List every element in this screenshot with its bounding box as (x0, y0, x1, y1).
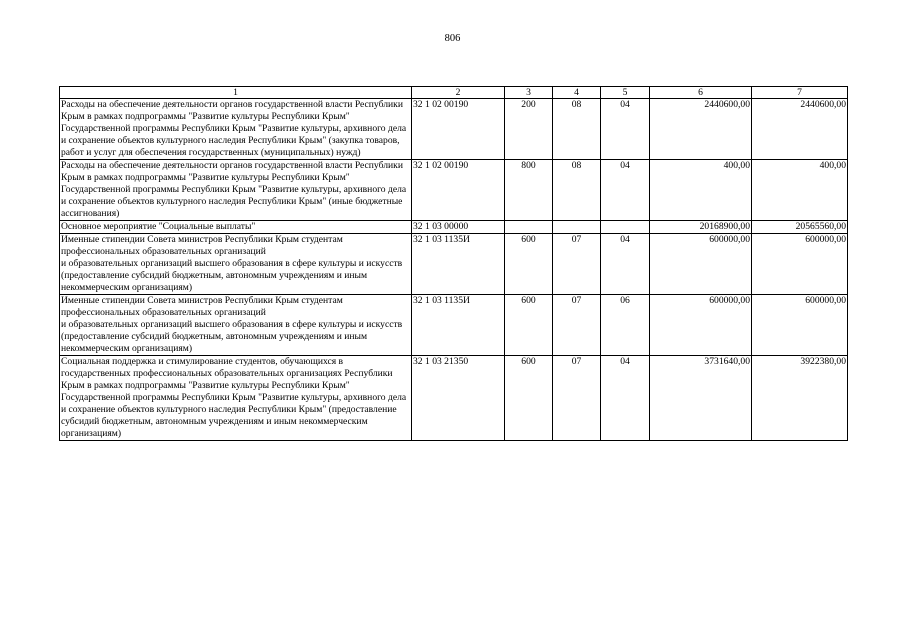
row-sum-col-6: 600000,00 (650, 295, 752, 356)
row-section: 08 (553, 99, 601, 160)
row-sum-col-7: 2440600,00 (752, 99, 848, 160)
row-expense-type: 200 (505, 99, 553, 160)
row-expense-type: 800 (505, 160, 553, 221)
page-number: 806 (444, 33, 461, 44)
row-subsection (601, 221, 650, 234)
row-code: 32 1 02 00190 (412, 160, 505, 221)
table-row (60, 99, 848, 160)
row-section: 07 (553, 295, 601, 356)
row-section (553, 221, 601, 234)
row-section: 07 (553, 234, 601, 295)
row-sum-col-6: 400,00 (650, 160, 752, 221)
row-name: Основное мероприятие "Социальные выплаты" (60, 221, 412, 234)
row-sum-col-7: 3922380,00 (752, 356, 848, 441)
row-sum-col-6: 20168900,00 (650, 221, 752, 234)
row-name: Именные стипендии Совета министров Республики Крым студентам профессиональных образовательных организаций и образовательных организаций высшего образования в сфере культуры и искусств (предоставление субсидий бюджетным, автономным учреждениям и иным некоммерческим организациям) (60, 295, 412, 356)
row-name: Расходы на обеспечение деятельности органов государственной власти Республики Крым в рамках подпрограммы "Развитие культуры Республики Крым" Государственной программы Республики Крым "Развитие культуры, архивного дела и сохранение объектов культурного наследия Республики Крым" (закупка товаров, работ и услуг для обеспечения государственных (муниципальных) нужд) (60, 99, 412, 160)
row-section: 08 (553, 160, 601, 221)
row-code: 32 1 03 21350 (412, 356, 505, 441)
row-sum-col-6: 3731640,00 (650, 356, 752, 441)
budget-table (59, 86, 848, 441)
row-sum-col-7: 20565560,00 (752, 221, 848, 234)
row-name: Социальная поддержка и стимулирование студентов, обучающихся в государственных профессиональных образовательных организациях Республики Крым в рамках подпрограммы "Развитие культуры Республики Крым" Государственной программы Республики Крым "Развитие культуры, архивного дела и сохранение объектов культурного наследия Республики Крым" (предоставление субсидий бюджетным, автономным учреждениям и иным некоммерческим организациям) (60, 356, 412, 441)
header-col-6: 6 (650, 87, 752, 99)
row-name: Расходы на обеспечение деятельности органов государственной власти Республики Крым в рамках подпрограммы "Развитие культуры Республики Крым" Государственной программы Республики Крым "Развитие культуры, архивного дела и сохранение объектов культурного наследия Республики Крым" (иные бюджетные ассигнования) (60, 160, 412, 221)
row-sum-col-6: 2440600,00 (650, 99, 752, 160)
row-name: Именные стипендии Совета министров Республики Крым студентам профессиональных образовательных организаций и образовательных организаций высшего образования в сфере культуры и искусств (предоставление субсидий бюджетным, автономным учреждениям и иным некоммерческим организациям) (60, 234, 412, 295)
header-col-4: 4 (553, 87, 601, 99)
row-code: 32 1 02 00190 (412, 99, 505, 160)
header-col-1: 1 (60, 87, 412, 99)
header-col-2: 2 (412, 87, 505, 99)
row-code: 32 1 03 00000 (412, 221, 505, 234)
row-sum-col-6: 600000,00 (650, 234, 752, 295)
table-row (60, 221, 848, 234)
header-col-3: 3 (505, 87, 553, 99)
row-sum-col-7: 600000,00 (752, 234, 848, 295)
table-row (60, 160, 848, 221)
row-code: 32 1 03 1135И (412, 295, 505, 356)
header-col-5: 5 (601, 87, 650, 99)
row-subsection: 06 (601, 295, 650, 356)
row-expense-type: 600 (505, 295, 553, 356)
header-row (60, 87, 848, 99)
header-col-7: 7 (752, 87, 848, 99)
row-section: 07 (553, 356, 601, 441)
row-expense-type: 600 (505, 356, 553, 441)
row-subsection: 04 (601, 99, 650, 160)
row-subsection: 04 (601, 356, 650, 441)
row-code: 32 1 03 1135И (412, 234, 505, 295)
row-expense-type: 600 (505, 234, 553, 295)
table-row (60, 356, 848, 441)
row-subsection: 04 (601, 160, 650, 221)
row-subsection: 04 (601, 234, 650, 295)
row-sum-col-7: 400,00 (752, 160, 848, 221)
table-row (60, 295, 848, 356)
row-sum-col-7: 600000,00 (752, 295, 848, 356)
table-row (60, 234, 848, 295)
row-expense-type (505, 221, 553, 234)
